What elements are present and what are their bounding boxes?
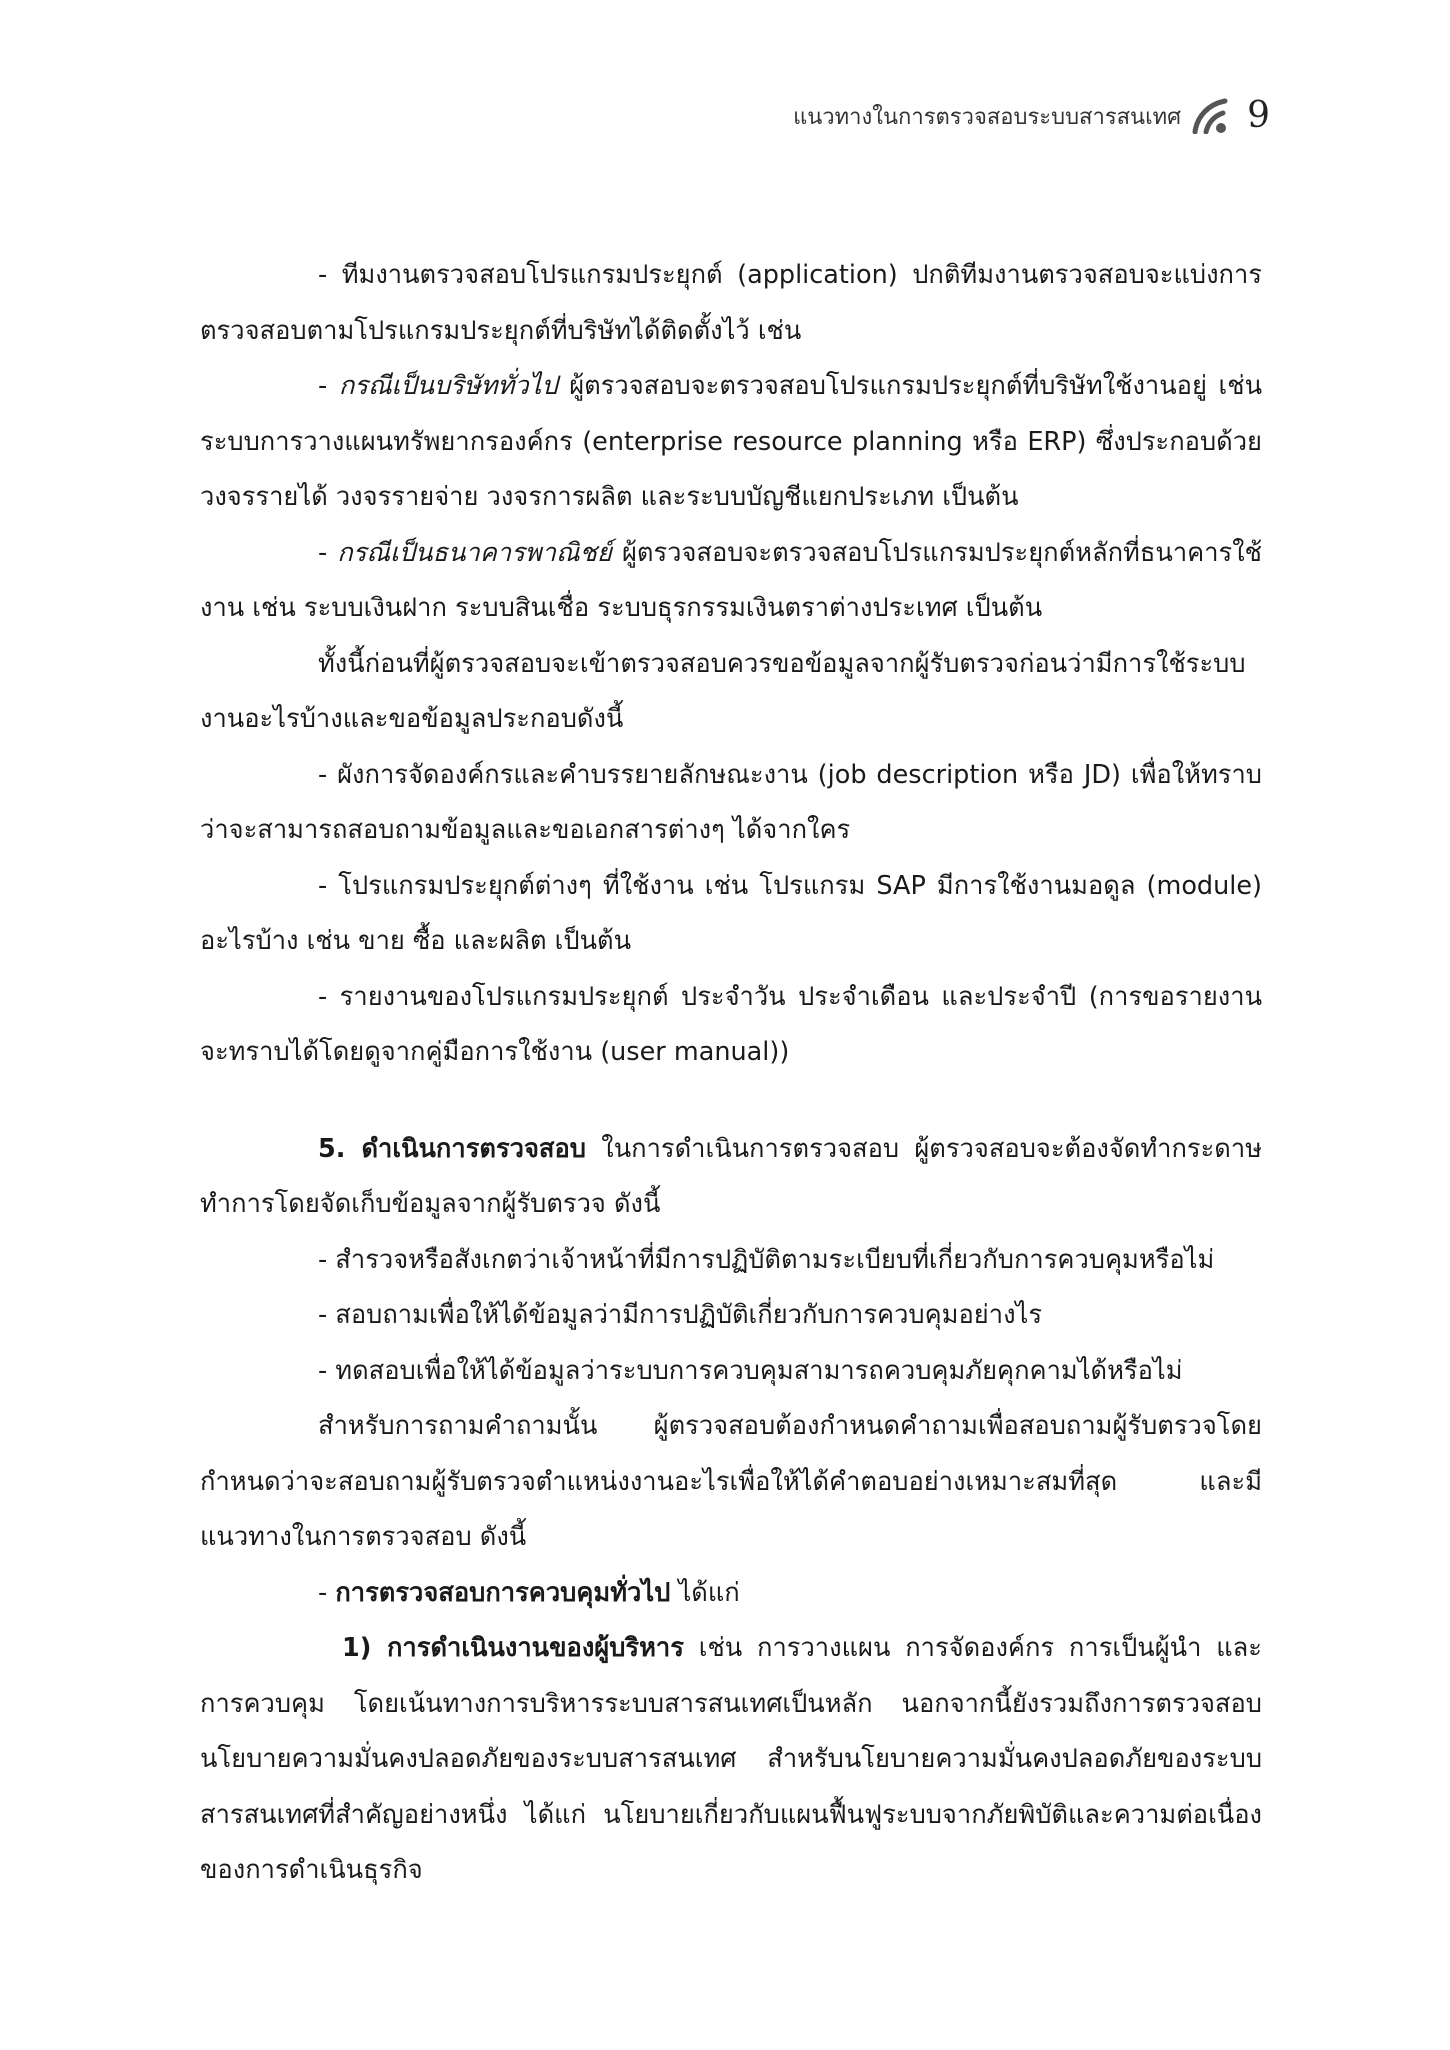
paragraph-request-info: ทั้งนี้ก่อนที่ผู้ตรวจสอบจะเข้าตรวจสอบควรขอข้อมูลจากผู้รับตรวจก่อนว่ามีการใช้ระบบงานอะไรบ้างและขอข้อมูลประกอบดังนี้ <box>200 648 1246 734</box>
general-controls-text: ได้แก่ <box>670 1577 740 1608</box>
management-operations-heading: 1) การดำเนินงานของผู้บริหาร <box>342 1633 684 1663</box>
bullet-dash: - <box>318 537 338 568</box>
paragraph-inquire: - สอบถามเพื่อให้ได้ข้อมูลว่ามีการปฏิบัติเกี่ยวกับการควบคุมอย่างไร <box>318 1300 1043 1330</box>
paragraph-org-chart: - ผังการจัดองค์กรและคำบรรยายลักษณะงาน (job description หรือ JD) เพื่อให้ทราบว่าจะสามารถสอบถามข้อมูลและขอเอกสารต่างๆ ได้จากใคร <box>200 759 1262 845</box>
paragraph-test: - ทดสอบเพื่อให้ได้ข้อมูลว่าระบบการควบคุมสามารถควบคุมภัยคุกคามได้หรือไม่ <box>318 1355 1183 1386</box>
paragraph-general-controls <box>200 1566 1262 1622</box>
paragraph-management-operations <box>200 1621 1262 1899</box>
paragraph-commercial-bank <box>200 526 1262 637</box>
management-operations-text: เช่น การวางแผน การจัดองค์กร การเป็นผู้นำ และการควบคุม โดยเน้นทางการบริหารระบบสารสนเทศเป็นหลัก นอกจากนี้ยังรวมถึงการตรวจสอบนโยบายความมั่นคงปลอดภัยของระบบสารสนเทศ สำหรับนโยบายความมั่นคงปลอดภัยของระบบสารสนเทศที่สำคัญอย่างหนึ่ง ได้แก่ นโยบายเกี่ยวกับแผนฟื้นฟูระบบจากภัยพิบัติและความต่อเนื่องของการดำเนินธุรกิจ <box>200 1633 1262 1885</box>
paragraph-applications-used: - โปรแกรมประยุกต์ต่างๆ ที่ใช้งาน เช่น โปรแกรม SAP มีการใช้งานมอดูล (module) อะไรบ้าง เช่น ขาย ซื้อ และผลิต เป็นต้น <box>200 870 1262 956</box>
page-number: 9 <box>1247 95 1270 136</box>
paragraph-questioning: สำหรับการถามคำถามนั้น ผู้ตรวจสอบต้องกำหนดคำถามเพื่อสอบถามผู้รับตรวจโดยกำหนดว่าจะสอบถามผู้รับตรวจตำแหน่งงานอะไรเพื่อให้ได้คำตอบอย่างเหมาะสมที่สุด และมีแนวทางในการตรวจสอบ ดังนี้ <box>200 1411 1262 1552</box>
paragraph-application-team: - ทีมงานตรวจสอบโปรแกรมประยุกต์ (application) ปกติทีมงานตรวจสอบจะแบ่งการตรวจสอบตามโปรแกรมประยุกต์ที่บริษัทได้ติดตั้งไว้ เช่น <box>200 260 1262 346</box>
paragraph-perform-audit <box>200 1122 1262 1233</box>
bullet-dash: - <box>318 371 339 401</box>
running-header <box>793 95 1270 136</box>
general-controls-heading: การตรวจสอบการควบคุมทั่วไป <box>335 1577 671 1608</box>
running-header-title: แนวทางในการตรวจสอบระบบสารสนเทศ <box>793 104 1182 130</box>
case-general-company-label: กรณีเป็นบริษัททั่วไป <box>338 371 558 401</box>
section-5-heading: 5. ดำเนินการตรวจสอบ <box>318 1133 586 1164</box>
signal-arc-icon <box>1191 98 1237 134</box>
case-general-company-text: ผู้ตรวจสอบจะตรวจสอบโปรแกรมประยุกต์ที่บริษัทใช้งานอยู่ เช่น ระบบการวางแผนทรัพยากรองค์กร (enterprise resource planning หรือ ERP) ซึ่งประกอบด้วย วงจรรายได้ วงจรรายจ่าย วงจรการผลิต และระบบบัญชีแยกประเภท เป็นต้น <box>200 371 1262 512</box>
paragraph-general-company <box>200 359 1262 526</box>
paragraph-reports: - รายงานของโปรแกรมประยุกต์ ประจำวัน ประจำเดือน และประจำปี (การขอรายงานจะทราบได้โดยดูจากคู่มือการใช้งาน (user manual)) <box>200 981 1262 1067</box>
case-commercial-bank-text: ผู้ตรวจสอบจะตรวจสอบโปรแกรมประยุกต์หลักที่ธนาคารใช้งาน เช่น ระบบเงินฝาก ระบบสินเชื่อ ระบบธุรกรรมเงินตราต่างประเทศ เป็นต้น <box>200 537 1262 623</box>
bullet-dash: - <box>318 1577 336 1608</box>
section-5-text: ในการดำเนินการตรวจสอบ ผู้ตรวจสอบจะต้องจัดทำกระดาษทำการโดยจัดเก็บข้อมูลจากผู้รับตรวจ ดังนี้ <box>200 1133 1262 1219</box>
case-commercial-bank-label: กรณีเป็นธนาคารพาณิชย์ <box>337 537 612 568</box>
paragraph-observe: - สำรวจหรือสังเกตว่าเจ้าหน้าที่มีการปฏิบัติตามระเบียบที่เกี่ยวกับการควบคุมหรือไม่ <box>318 1244 1215 1275</box>
document-body <box>200 248 1262 1899</box>
